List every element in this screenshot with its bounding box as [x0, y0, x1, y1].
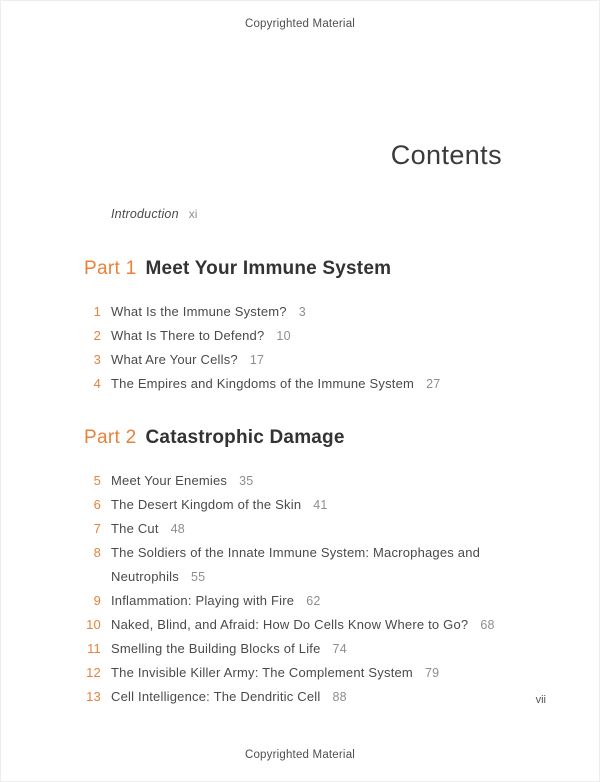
chapter-page-number: 88	[332, 690, 347, 704]
toc-entry	[79, 613, 506, 637]
chapter-page-number: 27	[426, 377, 441, 391]
chapter-title: What Is There to Defend?	[111, 328, 265, 343]
chapter-page-number: 74	[332, 642, 347, 656]
toc-entry	[79, 493, 506, 517]
folio-page-number: vii	[535, 694, 546, 706]
chapter-number: 10	[86, 617, 101, 632]
chapter-page-number: 35	[239, 474, 254, 488]
part-2-chapter-list	[79, 469, 506, 709]
toc-entry	[79, 541, 506, 589]
toc-entry	[79, 685, 506, 709]
copyright-notice-top: Copyrighted Material	[244, 18, 356, 30]
page-title: Contents	[390, 140, 502, 170]
chapter-page-number: 17	[249, 353, 265, 367]
chapter-title: Cell Intelligence: The Dendritic Cell	[111, 689, 321, 704]
toc-introduction-entry	[111, 207, 197, 221]
toc-entry	[79, 469, 506, 493]
toc-entry	[79, 517, 506, 541]
chapter-number: 1	[93, 304, 101, 319]
part-1-label: Part 1	[84, 258, 137, 279]
toc-entry	[79, 372, 440, 396]
introduction-label: Introduction	[111, 207, 179, 221]
chapter-title: Inflammation: Playing with Fire	[111, 593, 295, 608]
chapter-number: 8	[93, 545, 101, 560]
chapter-number: 6	[93, 497, 101, 512]
chapter-title: The Cut	[111, 521, 159, 536]
chapter-page-number: 41	[313, 498, 328, 512]
chapter-title: What Are Your Cells?	[111, 352, 238, 367]
toc-entry	[79, 661, 506, 685]
chapter-title: Naked, Blind, and Afraid: How Do Cells Know Where to Go?	[111, 617, 469, 632]
chapter-number: 12	[86, 665, 101, 680]
chapter-number: 3	[93, 352, 101, 367]
chapter-page-number: 48	[170, 522, 185, 536]
chapter-title: The Desert Kingdom of the Skin	[111, 497, 302, 512]
chapter-number: 4	[93, 376, 101, 391]
chapter-number: 13	[86, 689, 101, 704]
chapter-page-number: 79	[424, 666, 440, 680]
introduction-page-number: xi	[188, 207, 198, 221]
part-2-heading	[84, 427, 345, 449]
chapter-title: Smelling the Building Blocks of Life	[111, 641, 321, 656]
part-1-heading	[84, 258, 391, 280]
chapter-number: 2	[93, 328, 101, 343]
chapter-number: 9	[93, 593, 101, 608]
chapter-number: 11	[87, 641, 101, 656]
part-2-title: Catastrophic Damage	[145, 427, 345, 448]
chapter-page-number: 68	[480, 618, 495, 632]
chapter-title: The Empires and Kingdoms of the Immune System	[111, 376, 415, 391]
chapter-title: Meet Your Enemies	[111, 473, 228, 488]
chapter-number: 7	[93, 521, 101, 536]
chapter-page-number: 62	[306, 594, 321, 608]
part-1-title: Meet Your Immune System	[145, 258, 392, 279]
toc-entry	[79, 637, 506, 661]
chapter-title: The Soldiers of the Innate Immune System: Macrophages and Neutrophils	[111, 545, 481, 584]
chapter-title: The Invisible Killer Army: The Complement System	[111, 665, 413, 680]
chapter-page-number: 10	[276, 329, 291, 343]
chapter-number: 5	[93, 473, 101, 488]
part-1-chapter-list	[79, 300, 440, 396]
toc-entry	[79, 324, 440, 348]
chapter-page-number: 3	[298, 305, 306, 319]
toc-entry	[79, 300, 440, 324]
copyright-notice-bottom: Copyrighted Material	[244, 749, 356, 761]
chapter-title: What Is the Immune System?	[111, 304, 287, 319]
part-2-label: Part 2	[84, 427, 137, 448]
toc-entry	[79, 348, 440, 372]
chapter-page-number: 55	[190, 570, 206, 584]
toc-entry	[79, 589, 506, 613]
